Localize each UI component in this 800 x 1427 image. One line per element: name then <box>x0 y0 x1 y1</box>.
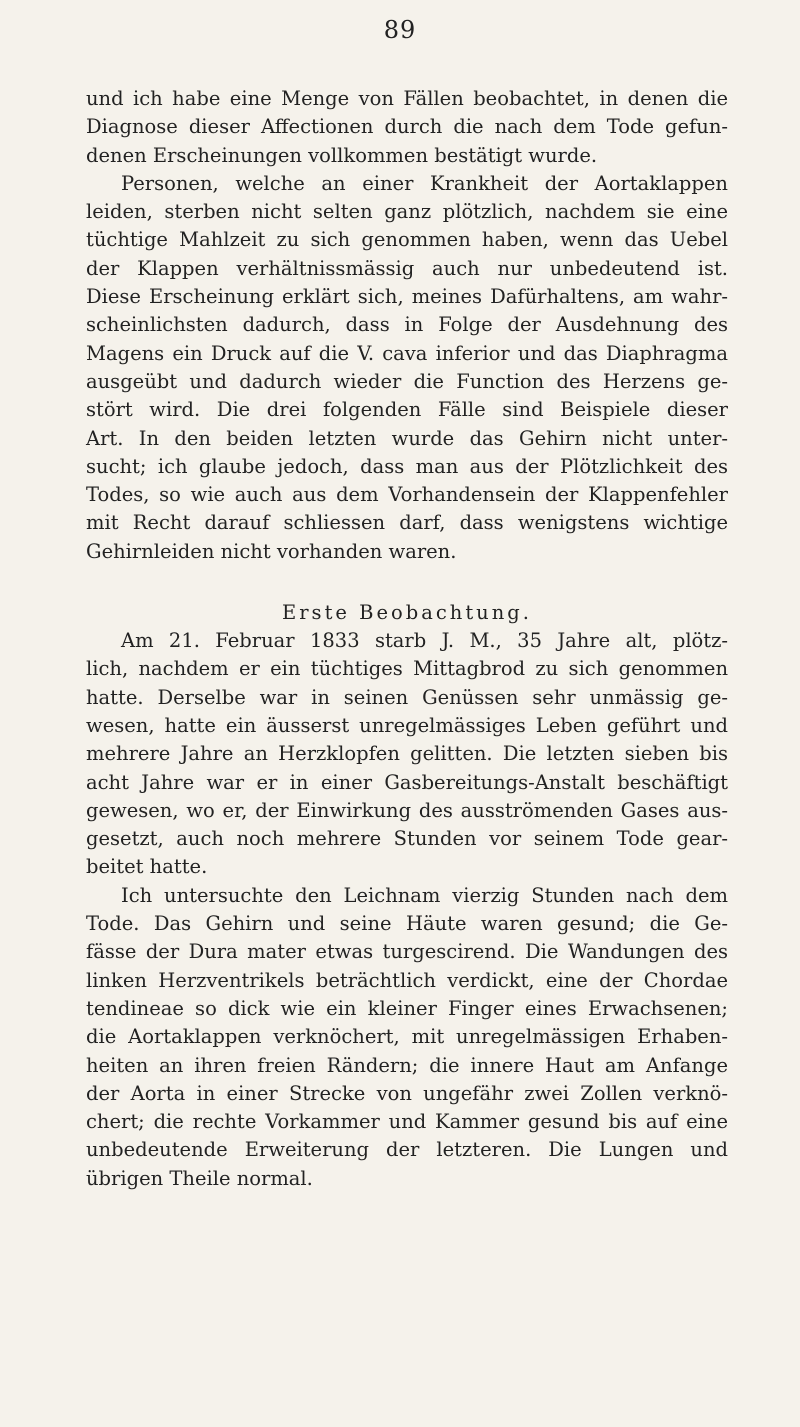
text-line: scheinlichsten dadurch, dass in Folge der Ausdehnung des <box>86 313 728 337</box>
text-line: Personen, welche an einer Krankheit der Aortaklappen <box>121 171 728 195</box>
text-line: lich, nachdem er ein tüchtiges Mittagbrod zu sich genommen <box>86 657 728 681</box>
paragraph-3 <box>86 627 728 882</box>
text-line: tüchtige Mahlzeit zu sich genommen haben, wenn das Uebel <box>86 228 728 252</box>
text-line: sucht; ich glaube jedoch, dass man aus der Plötzlichkeit des <box>86 454 728 478</box>
text-line: Diese Erscheinung erklärt sich, meines Dafürhaltens, am wahr- <box>86 285 728 309</box>
text-line: Ich untersuchte den Leichnam vierzig Stunden nach dem <box>121 883 728 907</box>
text-line: Diagnose dieser Affectionen durch die nach dem Tode gefun- <box>86 115 728 139</box>
text-line: Magens ein Druck auf die V. cava inferior und das Diaphragma <box>86 341 728 365</box>
text-line: Am 21. Februar 1833 starb J. M., 35 Jahre alt, plötz- <box>121 629 728 653</box>
text-line: unbedeutende Erweiterung der letzteren. Die Lungen und <box>86 1138 728 1162</box>
text-line: Todes, so wie auch aus dem Vorhandensein der Klappenfehler <box>86 483 728 507</box>
text-line: die Aortaklappen verknöchert, mit unregelmässigen Erhaben- <box>86 1025 728 1049</box>
text-line: leiden, sterben nicht selten ganz plötzlich, nachdem sie eine <box>86 200 728 224</box>
text-line: hatte. Derselbe war in seinen Genüssen sehr unmässig ge- <box>86 685 728 709</box>
text-line: heiten an ihren freien Rändern; die innere Haut am Anfange <box>86 1053 728 1077</box>
section-heading: Erste Beobachtung. <box>282 601 532 625</box>
text-line: wesen, hatte ein äusserst unregelmässiges Leben geführt und <box>86 713 728 737</box>
text-line: mit Recht darauf schliessen darf, dass wenigstens wichtige <box>86 511 728 535</box>
text-line: fässe der Dura mater etwas turgescirend. Die Wandungen des <box>86 940 728 964</box>
body-text <box>86 85 728 1193</box>
paragraph-1 <box>86 85 728 170</box>
text-line: acht Jahre war er in einer Gasbereitungs-Anstalt beschäftigt <box>86 770 728 794</box>
paragraph-4 <box>86 882 728 1193</box>
text-line: Gehirnleiden nicht vorhanden waren. <box>86 539 457 563</box>
text-line: gesetzt, auch noch mehrere Stunden vor seinem Tode gear- <box>86 827 728 851</box>
text-line: denen Erscheinungen vollkommen bestätigt wurde. <box>86 143 598 167</box>
text-line: tendineae so dick wie ein kleiner Finger eines Erwachsenen; <box>86 996 728 1020</box>
text-line: beitet hatte. <box>86 855 208 879</box>
text-line: mehrere Jahre an Herzklopfen gelitten. Die letzten sieben bis <box>86 742 728 766</box>
text-line: ausgeübt und dadurch wieder die Function des Herzens ge- <box>86 369 728 393</box>
text-line: und ich habe eine Menge von Fällen beobachtet, in denen die <box>86 87 728 110</box>
text-line: gewesen, wo er, der Einwirkung des ausströmenden Gases aus- <box>86 798 728 822</box>
text-line: Art. In den beiden letzten wurde das Gehirn nicht unter- <box>86 426 728 450</box>
text-line: der Klappen verhältnissmässig auch nur unbedeutend ist. <box>86 256 728 280</box>
text-line: chert; die rechte Vorkammer und Kammer gesund bis auf eine <box>86 1110 728 1134</box>
text-line: der Aorta in einer Strecke von ungefähr zwei Zollen verknö- <box>86 1081 728 1105</box>
page-number: 89 <box>383 16 417 44</box>
text-line: linken Herzventrikels beträchtlich verdickt, eine der Chordae <box>86 968 728 992</box>
paragraph-2 <box>86 170 728 566</box>
text-line: übrigen Theile normal. <box>86 1166 313 1190</box>
text-line: Tode. Das Gehirn und seine Häute waren gesund; die Ge- <box>86 912 728 936</box>
text-line: stört wird. Die drei folgenden Fälle sind Beispiele dieser <box>86 398 728 422</box>
